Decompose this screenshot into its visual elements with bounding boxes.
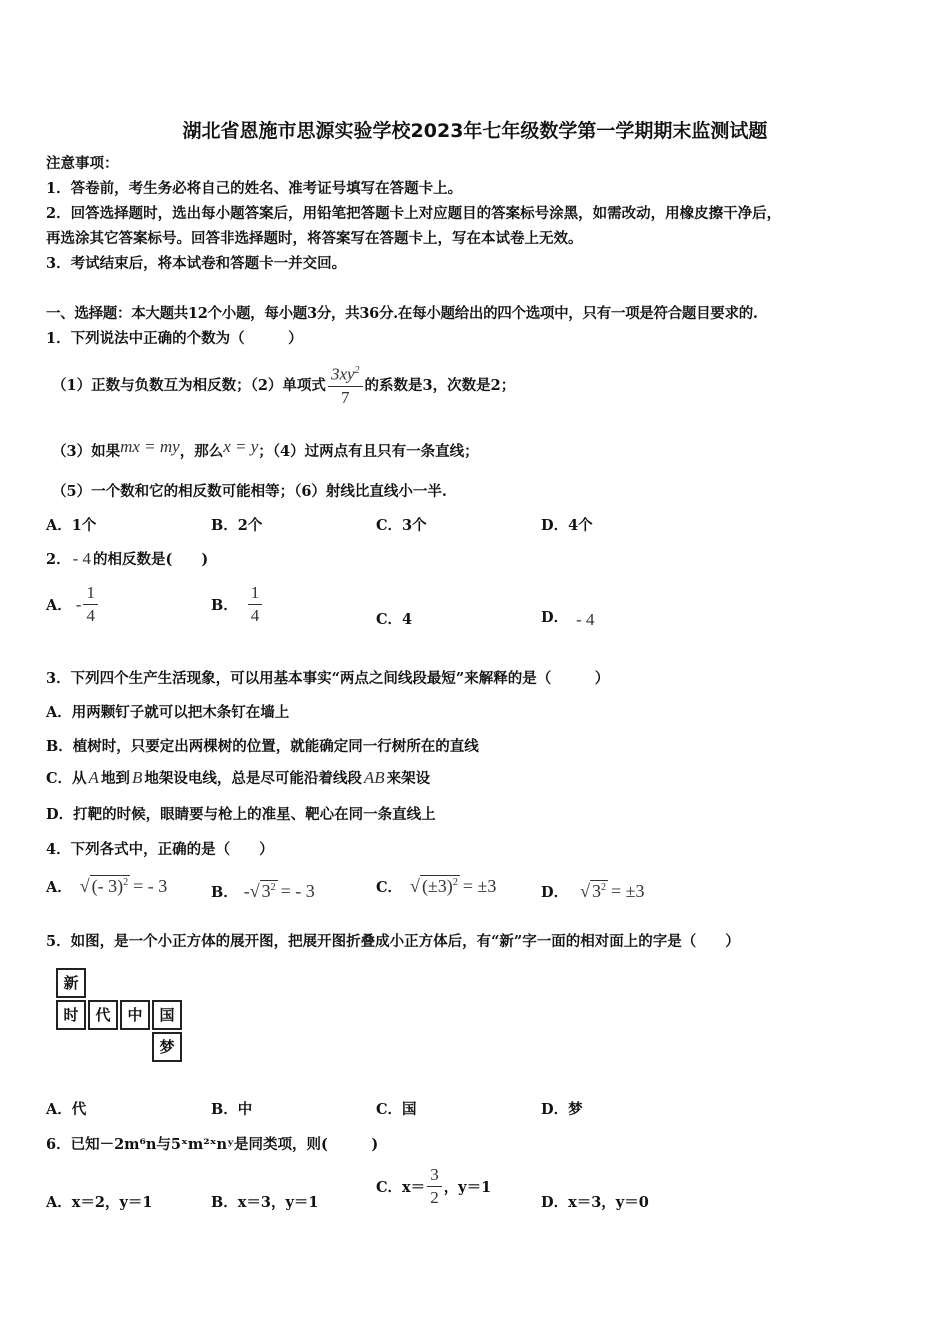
q2-option-a[interactable] xyxy=(46,582,100,627)
q1-statement-5-6: （5）一个数和它的相反数可能相等；（6）射线比直线小一半. xyxy=(52,483,447,500)
q2-stem-b: 的相反数是( ) xyxy=(93,551,209,568)
q5-option-a[interactable]: A．代 xyxy=(46,1101,87,1118)
notice-item-3: 3．考试结束后，将本试卷和答题卡一并交回。 xyxy=(46,255,347,272)
q2-d-value: - 4 xyxy=(576,609,595,629)
q6-c-den: 2 xyxy=(430,1188,439,1207)
q1-option-a[interactable]: A．1个 xyxy=(46,517,97,534)
q4-b-result: = - 3 xyxy=(280,880,315,901)
q1-s1b: 的系数是3，次数是2； xyxy=(364,376,516,394)
q2-a-num: 1 xyxy=(86,583,95,602)
sqrt-icon: √ xyxy=(410,875,420,896)
q1-s3-math1: mx = my xyxy=(120,436,180,456)
q2-b-label: B． xyxy=(211,597,238,614)
q2-option-c[interactable]: C．4 xyxy=(376,611,413,628)
q3-c-point-b: B xyxy=(131,767,143,787)
q1-s3b: ，那么 xyxy=(179,443,224,460)
q2-b-fraction xyxy=(248,582,263,627)
q1-frac-num: 3xy xyxy=(330,364,355,384)
q3-c-d: 来架设 xyxy=(386,770,431,787)
q2-a-label: A． xyxy=(46,597,72,614)
q1-statement-3-4 xyxy=(52,436,479,461)
q3-c-segment: AB xyxy=(363,767,385,787)
q6-option-b[interactable]: B．x＝3，y＝1 xyxy=(211,1194,319,1211)
notice-item-2-cont: 再选涂其它答案标号。回答非选择题时，将答案写在答题卡上，写在本试卷上无效。 xyxy=(46,230,583,247)
sqrt-icon: √ xyxy=(79,875,90,896)
q1-option-b[interactable]: B．2个 xyxy=(211,517,263,534)
q2-option-d[interactable] xyxy=(541,606,595,627)
q1-fraction xyxy=(328,360,363,409)
q5-option-c[interactable]: C．国 xyxy=(376,1101,417,1118)
q4-a-exp: 2 xyxy=(123,877,129,888)
q4-b-radicand xyxy=(260,880,278,902)
q1-stem: 1．下列说法中正确的个数为（ ） xyxy=(46,330,303,347)
q3-option-c[interactable] xyxy=(46,767,430,788)
q2-a-den: 4 xyxy=(86,606,95,625)
q2-a-fraction xyxy=(83,582,98,627)
q4-d-result: = ±3 xyxy=(610,880,645,901)
q2-stem xyxy=(46,548,208,569)
q3-c-b: 地到 xyxy=(100,770,130,787)
q3-c-a: C．从 xyxy=(46,770,87,787)
cube-face-meng: 梦 xyxy=(152,1032,182,1062)
q2-stem-a: 2． xyxy=(46,551,71,568)
sqrt-icon: √ xyxy=(580,880,590,901)
page-title: 湖北省恩施市思源实验学校2023年七年级数学第一学期期末监测试题 xyxy=(182,120,768,142)
q4-c-in: (±3) xyxy=(421,876,453,896)
q6-option-c[interactable] xyxy=(376,1164,491,1209)
q4-d-radicand xyxy=(590,880,608,902)
sqrt-icon: √ xyxy=(249,880,260,901)
notice-heading: 注意事项： xyxy=(46,155,119,172)
q4-b-prefix: - xyxy=(243,880,250,901)
cube-face-xin: 新 xyxy=(56,968,86,998)
q1-s3c: ；（4）过两点有且只有一条直线； xyxy=(258,443,479,460)
q1-option-c[interactable]: C．3个 xyxy=(376,517,427,534)
q4-a-label: A． xyxy=(46,878,72,896)
notice-item-1: 1．答卷前，考生务必将自己的姓名、准考证号填写在答题卡上。 xyxy=(46,180,463,197)
q1-s3a: （3）如果 xyxy=(52,443,121,460)
q6-stem: 6．已知－2m⁶n与5ˣm²ˣnʸ是同类项，则( ) xyxy=(46,1136,379,1153)
q4-c-result: = ±3 xyxy=(462,875,497,896)
q6-option-a[interactable]: A．x＝2，y＝1 xyxy=(46,1194,153,1211)
q4-b-label: B． xyxy=(211,883,238,901)
q3-option-a[interactable]: A．用两颗钉子就可以把木条钉在墙上 xyxy=(46,704,290,721)
q2-b-den: 4 xyxy=(250,606,260,625)
q6-c-num: 3 xyxy=(430,1165,439,1184)
q6-c-fraction xyxy=(427,1164,442,1209)
notice-item-2: 2．回答选择题时，选出每小题答案后，用铅笔把答题卡上对应题目的答案标号涂黑，如需改动，用橡皮擦干净后， xyxy=(46,205,782,222)
q4-c-label: C． xyxy=(376,878,403,896)
section-heading: 一、选择题：本大题共12个小题，每小题3分，共36分.在每小题给出的四个选项中，只有一项是符合题目要求的. xyxy=(46,305,758,322)
q4-a-radicand xyxy=(90,875,130,897)
q2-b-num: 1 xyxy=(250,583,260,602)
q1-s1a: （1）正数与负数互为相反数；（2）单项式 xyxy=(52,376,326,394)
cube-face-guo: 国 xyxy=(152,1000,182,1030)
q3-option-b[interactable]: B．植树时，只要定出两棵树的位置，就能确定同一行树所在的直线 xyxy=(46,738,479,755)
q4-d-label: D． xyxy=(541,883,569,901)
q1-s3-math2: x = y xyxy=(223,436,259,456)
q2-stem-math: - 4 xyxy=(72,548,92,568)
q4-a-result: = - 3 xyxy=(133,875,168,896)
q4-a-in: (- 3) xyxy=(91,876,124,896)
q1-frac-sup: 2 xyxy=(354,365,360,376)
cube-face-shi: 时 xyxy=(56,1000,86,1030)
q3-c-point-a: A xyxy=(88,767,99,787)
q4-option-d[interactable] xyxy=(541,880,645,902)
q6-option-d[interactable]: D．x＝3，y＝0 xyxy=(541,1194,649,1211)
q2-d-label: D． xyxy=(541,609,569,626)
q1-frac-den: 7 xyxy=(340,387,350,407)
q6-c-a: C．x＝ xyxy=(376,1179,426,1196)
q1-statement-1-2 xyxy=(52,360,515,409)
q5-option-d[interactable]: D．梦 xyxy=(541,1101,583,1118)
q5-stem: 5．如图，是一个小正方体的展开图，把展开图折叠成小正方体后，有“新”字一面的相对面上的字是（ ） xyxy=(46,933,740,950)
q6-c-b: ，y＝1 xyxy=(443,1179,492,1196)
q3-c-c: 地架设电线，总是尽可能沿着线段 xyxy=(144,770,362,787)
q3-option-d[interactable]: D．打靶的时候，眼睛要与枪上的准星、靶心在同一条直线上 xyxy=(46,806,436,823)
q4-option-c[interactable] xyxy=(376,875,496,897)
q4-b-exp: 2 xyxy=(270,882,276,893)
q2-option-b[interactable] xyxy=(211,582,264,627)
q4-d-in: 3 xyxy=(591,881,601,901)
q4-c-radicand xyxy=(420,875,460,897)
q2-a-sign: - xyxy=(75,594,82,614)
q1-option-d[interactable]: D．4个 xyxy=(541,517,593,534)
cube-face-zhong: 中 xyxy=(120,1000,150,1030)
q4-option-a[interactable] xyxy=(46,875,167,897)
q4-option-b[interactable] xyxy=(211,880,315,902)
q4-b-in: 3 xyxy=(261,881,271,901)
q5-option-b[interactable]: B．中 xyxy=(211,1101,253,1118)
q3-stem: 3．下列四个生产生活现象，可以用基本事实“两点之间线段最短”来解释的是（ ） xyxy=(46,670,610,687)
q4-stem: 4．下列各式中，正确的是（ ） xyxy=(46,841,274,858)
q4-d-exp: 2 xyxy=(600,882,606,893)
cube-face-dai: 代 xyxy=(88,1000,118,1030)
q4-c-exp: 2 xyxy=(452,877,458,888)
